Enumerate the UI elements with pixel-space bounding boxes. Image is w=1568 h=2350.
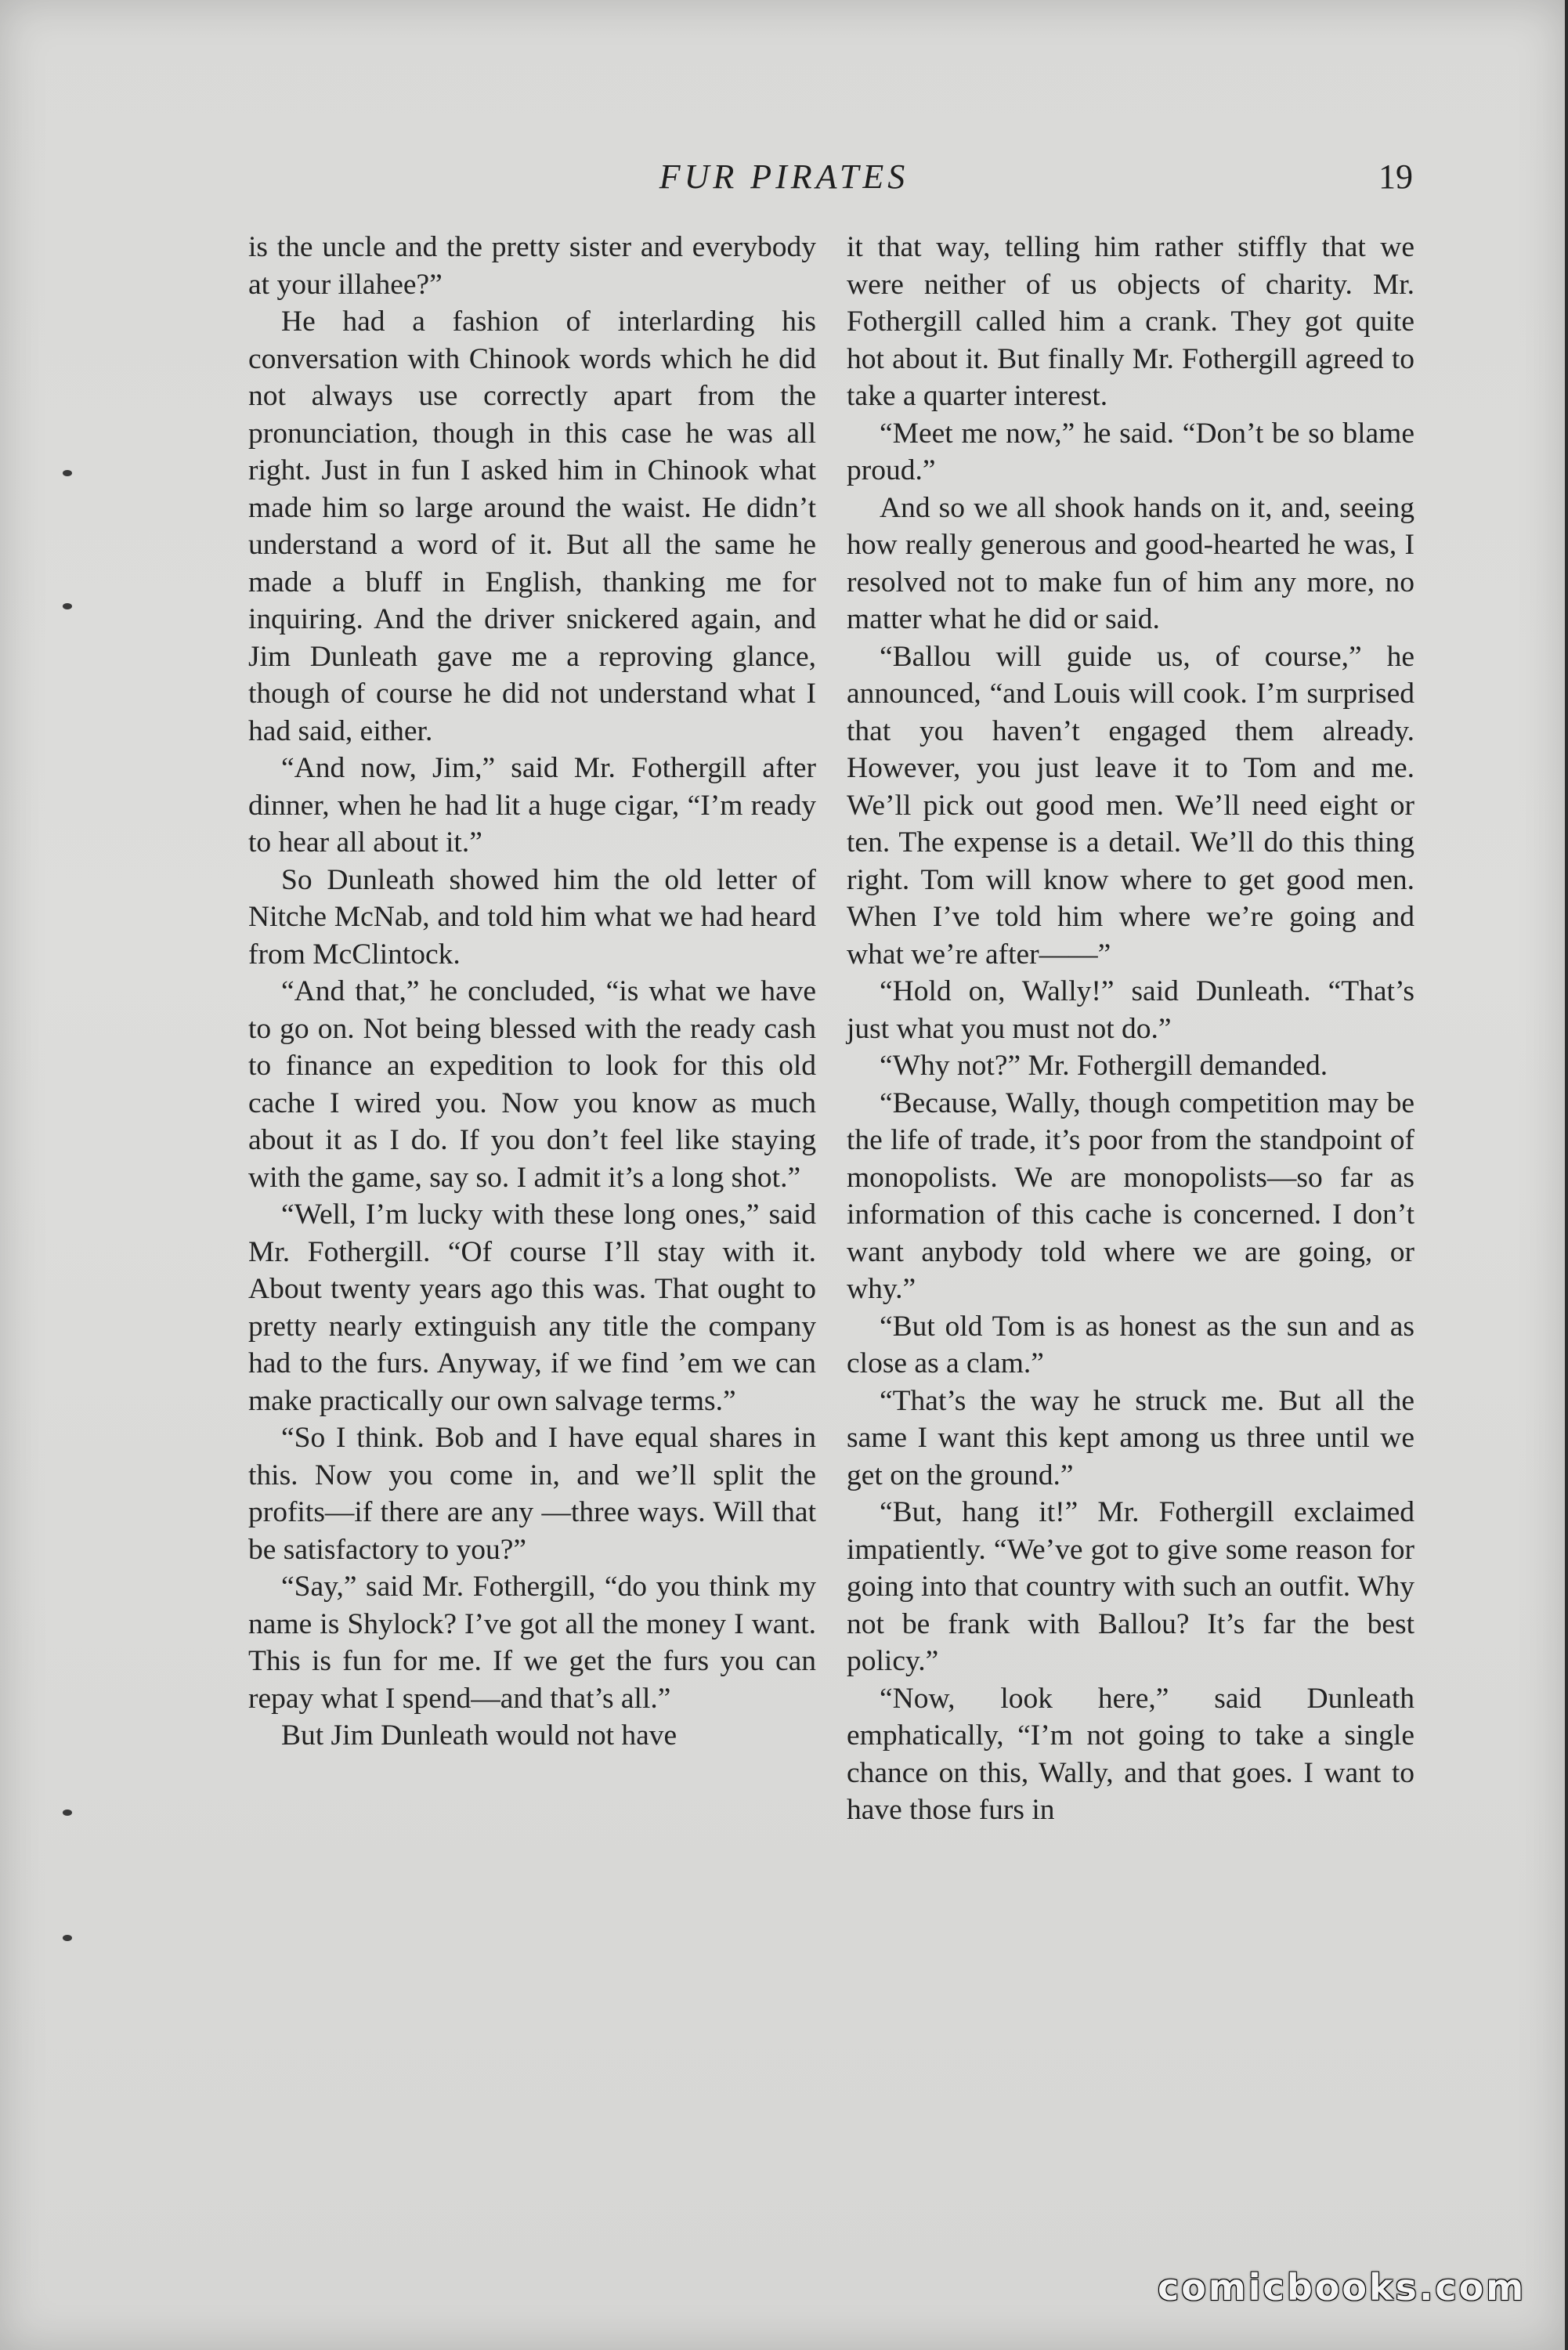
paragraph: But Jim Dunleath would not have [281,1719,677,1752]
paragraph: “Ballou will guide us, of course,” he announced, “and Louis will cook. I’m surprised that you haven’t engaged them already. However, you just leave it to Tom and me. We’ll pick out good men. We’ll need eight or ten. The expense is a detail. We’ll do this thing right. Tom will know where to get good men. When I’ve told him where we’re going and what we’re after——” [847,640,1414,971]
paragraph: “And now, Jim,” said Mr. Fothergill after dinner, when he had lit a huge cigar, “I’m ready to hear all about it.” [248,752,816,859]
binding-hole [63,1810,72,1816]
page-number: 19 [1378,157,1413,196]
paragraph: So Dunleath showed him the old letter of Nitche McNab, and told him what we had heard from McClintock. [248,863,816,971]
paragraph: is the uncle and the pretty sister and everybody at your illahee?” [248,231,816,301]
paragraph: He had a fashion of interlarding his conversation with Chinook words which he did not always use correctly apart from the pronunciation, though in this case he was all right. Just in fun I asked him in Chinook what made him so large around the waist. He didn’t understand a word of it. But all the same he made a bluff in English, thanking me for inquiring. And the driver snickered again, and Jim Dunleath gave me a reproving glance, though of course he did not understand what I had said, either. [248,306,816,747]
paragraph: “Because, Wally, though competition may be the life of trade, it’s poor from the standpoint of monopolists. We are monopolists—so far as information of this cache is concerned. I don’t want anybody told where we are going, or why.” [847,1086,1414,1305]
paragraph: “Say,” said Mr. Fothergill, “do you think my name is Shylock? I’ve got all the money I want. This is fun for me. If we get the furs you can repay what I spend—and that’s all.” [248,1571,816,1715]
paragraph: “But old Tom is as honest as the sun and as close as a clam.” [847,1310,1414,1379]
binding-hole [63,603,72,609]
paragraph: “But, hang it!” Mr. Fothergill exclaimed impatiently. “We’ve got to give some reason for going into that country with such an outfit. Why not be frank with Ballou? It’s far the best policy.” [847,1496,1414,1677]
paragraph: “Why not?” Mr. Fothergill demanded. [880,1050,1328,1082]
paragraph: And so we all shook hands on it, and, seeing how really generous and good-hearted he was, I resolved not to make fun of him any more, no matter what he did or said. [847,491,1414,635]
paragraph: “Hold on, Wally!” said Dunleath. “That’s just what you must not do.” [847,975,1414,1045]
watermark-logo: comicbooks.com [1158,2266,1526,2308]
binding-hole [63,470,72,476]
text-column-right [847,229,1414,1829]
binding-hole [63,1935,72,1941]
paragraph: “Now, look here,” said Dunleath emphatically, “I’m not going to take a single chance on this, Wally, and that goes. I want to have those furs in [847,1682,1414,1826]
paragraph: “So I think. Bob and I have equal shares in this. Now you come in, and we’ll split the profits—if there are any —three ways. Will that be satisfactory to you?” [248,1422,816,1566]
paragraph: “That’s the way he struck me. But all the same I want this kept among us three until we get on the ground.” [847,1384,1414,1491]
paragraph: it that way, telling him rather stiffly that we were neither of us objects of charity. Mr. Fothergill called him a crank. They got quite hot about it. But finally Mr. Fothergill agreed to take a quarter interest. [847,231,1414,412]
page-header [0,157,1565,204]
paragraph: “Meet me now,” he said. “Don’t be so blame proud.” [847,417,1414,486]
paragraph: “Well, I’m lucky with these long ones,” said Mr. Fothergill. “Of course I’ll stay with it. About twenty years ago this was. That ought to pretty nearly extinguish any title the company had to the furs. Anyway, if we find ’em we can make practically our own salvage terms.” [248,1198,816,1417]
paragraph: “And that,” he concluded, “is what we have to go on. Not being blessed with the ready cash to finance an expedition to look for this old cache I wired you. Now you know as much about it as I do. If you don’t feel like staying with the game, say so. I admit it’s a long shot.” [248,975,816,1194]
running-title: FUR PIRATES [659,157,909,196]
text-column-left [248,229,816,1755]
